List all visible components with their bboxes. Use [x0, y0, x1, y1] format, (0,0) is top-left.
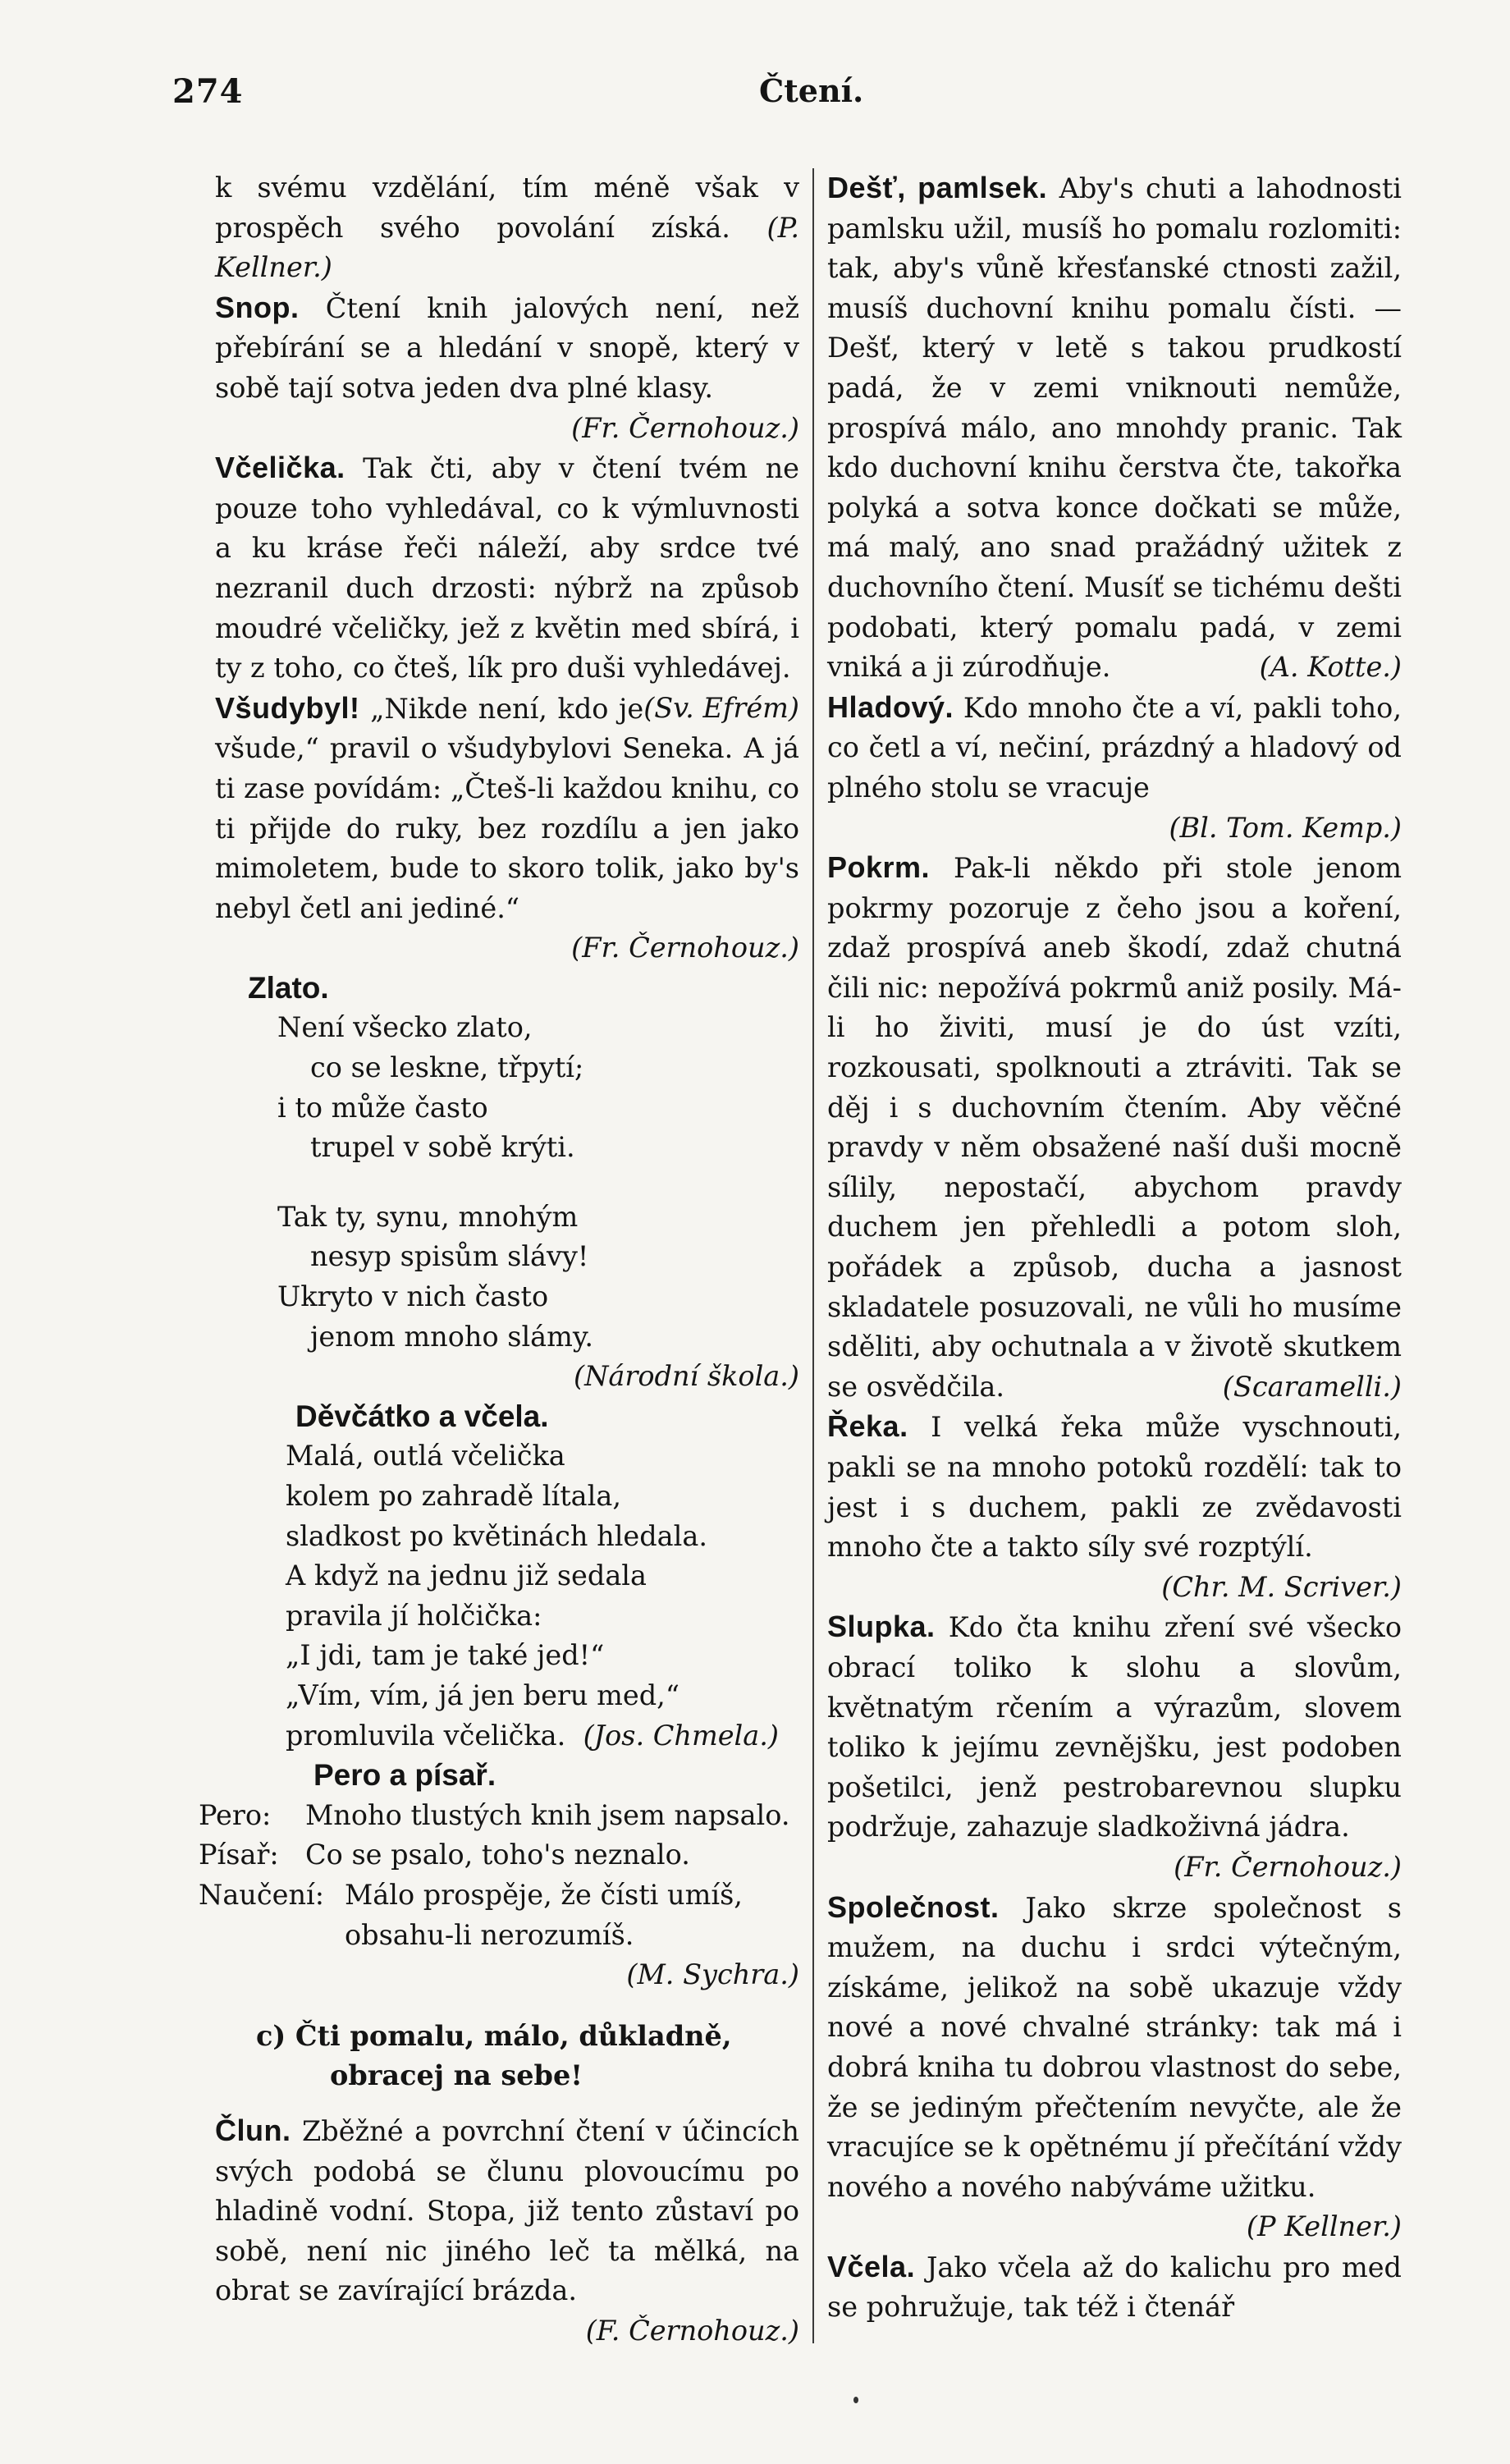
poem-line: „Vím, vím, já jen beru med,“ — [286, 1679, 680, 1711]
entry-keyword: Společnost. — [827, 1889, 1000, 1924]
speaker-text: Co se psalo, toho's neznalo. — [305, 1839, 690, 1871]
poem-line: Není všecko zlato, — [277, 1011, 533, 1044]
dialog-row — [199, 1875, 799, 1955]
entry-attribution: (Bl. Tom. Kemp.) — [1169, 811, 1402, 844]
speaker-text: Málo prospěje, že čísti umíš, obsahu-li nerozumíš. — [345, 1878, 743, 1951]
poem-line: co se leskne, třpytí; — [310, 1051, 584, 1084]
dialog-attribution: (M. Sychra.) — [626, 1958, 799, 1991]
poem-line: i to může často — [277, 1091, 488, 1124]
entry-keyword: Člun. — [215, 2113, 291, 2147]
entry-keyword: Včela. — [827, 2249, 916, 2283]
poem-line: sladkost po květinách hledala. — [286, 1519, 707, 1552]
poem-line: „I jdi, tam je také jed!“ — [286, 1639, 605, 1672]
speaker-label: Písař: — [199, 1839, 279, 1871]
entry-text: I velká řeka může vyschnouti, pakli se na mnoho potoků rozdělí: tak to jest i s duchem, pakli ze zvědavosti mnoho čte a takto síly své rozptýlí. — [827, 1411, 1402, 1564]
page-number: 274 — [172, 72, 244, 111]
entry-keyword: Včelička. — [215, 451, 345, 485]
intro-attribution: (P. Kellner.) — [215, 211, 799, 284]
right-column — [827, 168, 1402, 2328]
entry-attribution: (A. Kotte.) — [1259, 651, 1402, 684]
entry-keyword: Slupka. — [827, 1610, 936, 1644]
entry-text: „Nikde není, kdo je všude,“ pravil o všudybylovi Seneka. A já ti zase povídám: „Čteš-li každou knihu, co ti přijde do ruky, bez rozdílu a jen jako mimoletem, bude to skoro tolik, jako by's nebyl četl ani jediné.“ — [215, 692, 799, 924]
left-column — [199, 168, 799, 2351]
intro-paragraph: k svému vzdělání, tím méně však v prospěch svého povolání získá. (P. Kellner.) — [215, 172, 799, 284]
entry-vcela — [827, 2247, 1402, 2328]
poem-line: nesyp spisům slávy! — [310, 1240, 589, 1273]
poem-heading: Děvčátko a včela. — [295, 1399, 549, 1433]
poem-line: trupel v sobě krýti. — [310, 1131, 575, 1164]
poem-heading: Zlato. — [248, 970, 329, 1005]
poem-attribution: (Národní škola.) — [574, 1360, 799, 1393]
entry-keyword: Dešť, pamlsek. — [827, 171, 1048, 204]
entry-text: Kdo čta knihu zření své všecko obrací toliko k slohu a slovům, květnatým rčením a výrazům, slovem toliko k jejímu zevnějšku, jest podoben pošetilci, jenž pestrobarevnou slupku podržuje, zahazuje sladkoživná jádra. — [827, 1611, 1402, 1843]
entry-text: Jako skrze společnost s mužem, na duchu i srdci výtečným, získáme, jelikož na sobě ukazuje vždy nové a nové chvalné stránky: tak má i dobrá kniha tu dobrou vlastnost do sebe, že se jediným přečtením nevyčte, ale že vracujíce se k opětnému jí přečítání vždy nového a nového nabýváme užitku. — [827, 1891, 1402, 2203]
page-header — [172, 72, 1395, 121]
entry-keyword: Hladový. — [827, 689, 954, 724]
dialog-row — [199, 1835, 799, 1875]
entry-snop — [215, 288, 799, 409]
dialog-row — [199, 1796, 799, 1836]
entry-dest — [827, 168, 1402, 688]
entry-clun — [215, 2111, 799, 2311]
section-heading-c: c) Čti pomalu, málo, důkladně, obracej na sebe! — [256, 2019, 732, 2092]
entry-reka — [827, 1407, 1402, 1567]
speaker-text: Mnoho tlustých knih jsem napsalo. — [305, 1798, 790, 1831]
entry-spolecnost — [827, 1888, 1402, 2243]
entry-attribution: (Fr. Černohouz.) — [571, 932, 799, 964]
entry-attribution: (Chr. M. Scriver.) — [1161, 1570, 1402, 1603]
poem-attribution: (Jos. Chmela.) — [583, 1719, 779, 1752]
entry-attribution: (Scaramelli.) — [1222, 1370, 1402, 1403]
entry-text: Jako včela až do kalichu pro med se pohružuje, tak též i čtenář — [827, 2251, 1402, 2324]
entry-attribution: (Fr. Černohouz.) — [571, 411, 799, 444]
poem-line: A když na jednu již sedala — [286, 1559, 647, 1592]
poem-line: jenom mnoho slámy. — [310, 1320, 594, 1353]
entry-pokrm — [827, 848, 1402, 1407]
speaker-label: Pero: — [199, 1798, 272, 1831]
entry-attribution: (P Kellner.) — [1246, 2210, 1402, 2243]
entry-text: Zběžné a povrchní čtení v účincích svých podobá se člunu plovoucímu po hladině vodní. Stopa, již tento zůstaví po sobě, není nic jiného leč ta mělká, na obrat se zavírající brázda. — [215, 2114, 799, 2307]
entry-attribution: (Sv. Efrém) — [643, 691, 799, 724]
entry-attribution: (Fr. Černohouz.) — [1174, 1850, 1402, 1883]
poem-line: pravila jí holčička: — [286, 1599, 542, 1632]
dialog-pero-pisar — [199, 1756, 799, 1995]
column-divider — [812, 168, 814, 2343]
entry-text: Tak čti, aby v čtení tvém ne pouze toho vyhledával, co k výmluvnosti a ku kráse řeči náleží, aby srdce tvé nezranil duch drzosti: nýbrž na způsob moudré včeličky, jež z květin med sbírá, i ty z toho, co čteš, lík pro duši vyhledávej. — [215, 452, 799, 685]
entry-slupka — [827, 1607, 1402, 1848]
entry-text: Čtení knih jalových není, než přebírání se a hledání v snopě, který v sobě tají sotva jeden dva plné klasy. — [215, 291, 799, 404]
entry-keyword: Snop. — [215, 290, 300, 324]
running-head: Čtení. — [759, 72, 864, 109]
entry-text: Kdo mnoho čte a ví, pakli toho, co četl a ví, nečiní, prázdný a hladový od plného stolu se vracuje — [827, 691, 1402, 804]
dialog-heading: Pero a písař. — [313, 1758, 496, 1793]
entry-keyword: Řeka. — [827, 1409, 908, 1444]
poem-zlato — [215, 969, 799, 1397]
print-speck — [853, 2397, 858, 2403]
entry-attribution: (F. Černohouz.) — [585, 2314, 799, 2347]
poem-line: Ukryto v nich často — [277, 1280, 549, 1313]
poem-devcatko — [215, 1397, 799, 1756]
poem-line: promluvila včelička. — [286, 1719, 566, 1752]
poem-line: kolem po zahradě lítala, — [286, 1480, 621, 1512]
entry-keyword: Všudybyl! — [215, 690, 360, 725]
poem-line: Tak ty, synu, mnohým — [277, 1200, 579, 1233]
entry-hladovy — [827, 688, 1402, 808]
entry-keyword: Pokrm. — [827, 850, 931, 885]
speaker-label: Naučení: — [199, 1878, 325, 1911]
poem-line: Malá, outlá včelička — [286, 1440, 565, 1472]
entry-text: Pak-li někdo při stole jenom pokrmy pozoruje z čeho jsou a koření, zdaž prospívá aneb škodí, zdaž chutná čili nic: nepožívá pokrmů aniž posily. Má-li ho živiti, musí je do úst vzíti, rozkousati, spolknouti a ztráviti. Tak se děj i s duchovním čtením. Aby věčné pravdy v něm obsažené naší duši mocně sílily, nepostačí, abychom pravdy duchem jen přehledli a potom sloh, pořádek a způsob, ducha a jasnost skladatele posuzovali, ne vůli ho musíme sděliti, aby ochutnala a v životě skutkem se osvědčila. — [827, 852, 1402, 1403]
entry-text: Aby's chuti a lahodnosti pamlsku užil, musíš ho pomalu rozlomiti: tak, aby's vůně křesťanské ctnosti zažil, musíš duchovní knihu pomalu čísti. — Dešť, který v letě s takou prudkostí padá, že v zemi vniknouti nemůže, prospívá málo, ano mnohdy pranic. Tak kdo duchovní knihu čerstva čte, takořka polyká a sotva konce dočkati se může, má malý, ano snad pražádný užitek z duchovního čtení. Musíť se tichému dešti podobati, který pomalu padá, v zemi vniká a ji zúrodňuje. — [827, 172, 1402, 684]
